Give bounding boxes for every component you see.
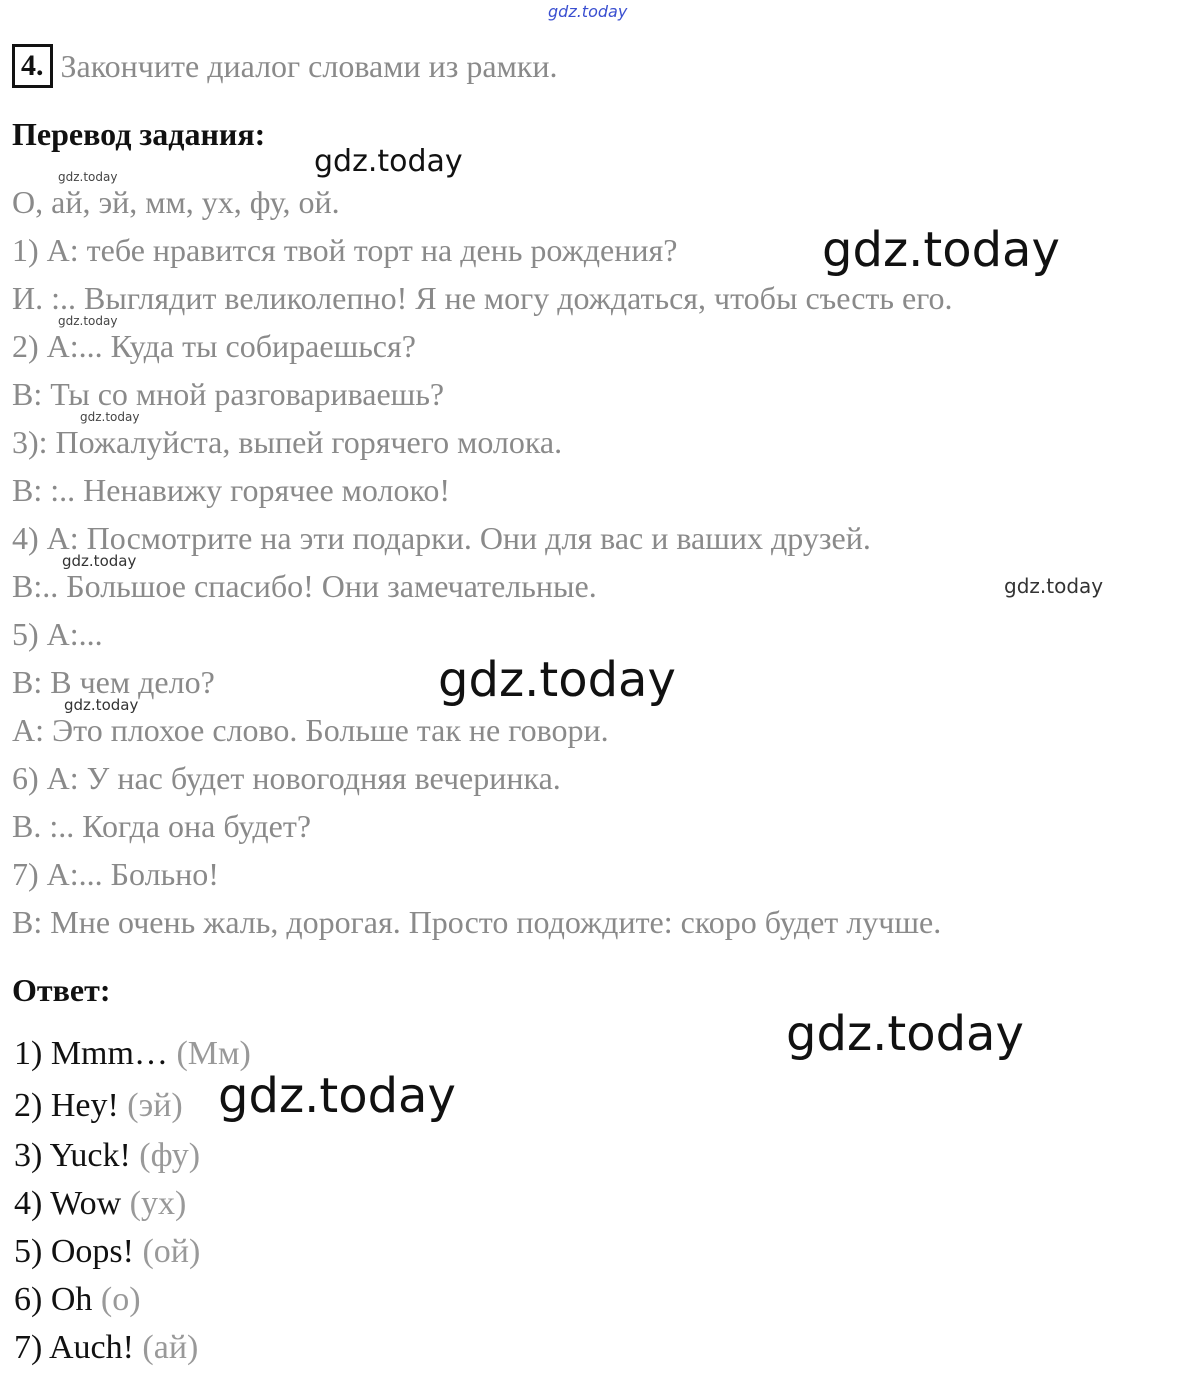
watermark: gdz.today [438, 652, 676, 708]
answer-num: 3) [14, 1137, 43, 1174]
answer-item [14, 1232, 200, 1272]
translation-line: 4) А: Посмотрите на эти подарки. Они для вас и ваших друзей. [12, 520, 871, 556]
translation-line: В:.. Большое спасибо! Они замечательные. [12, 568, 597, 604]
translation-line: 5) А:... [12, 616, 103, 652]
answer-item [14, 1086, 183, 1126]
answer-translation: (ай) [142, 1329, 199, 1366]
answer-num: 6) [14, 1281, 43, 1318]
translation-line: 2) А:... Куда ты собираешься? [12, 328, 416, 364]
watermark: gdz.today [58, 170, 118, 184]
answer-word: Mmm… [50, 1035, 168, 1072]
answer-num: 7) [14, 1329, 43, 1366]
answer-num: 5) [14, 1233, 43, 1270]
answer-translation: (ой) [142, 1233, 201, 1270]
translation-line: 6) А: У нас будет новогодняя вечеринка. [12, 760, 561, 796]
watermark: gdz.today [218, 1068, 456, 1124]
answer-item [14, 1328, 198, 1368]
answer-translation: (ух) [129, 1185, 187, 1222]
answer-translation: (Мм) [176, 1035, 251, 1072]
translation-line: 1) А: тебе нравится твой торт на день рождения? [12, 232, 678, 268]
answer-translation: (фу) [139, 1137, 201, 1174]
answer-word: Oops! [50, 1233, 134, 1270]
watermark: gdz.today [62, 552, 137, 570]
answer-heading: Ответ: [12, 972, 111, 1008]
answer-item [14, 1280, 141, 1320]
translation-line: В: Ты со мной разговариваешь? [12, 376, 445, 412]
translation-line: В: Мне очень жаль, дорогая. Просто подождите: скоро будет лучше. [12, 904, 942, 940]
answer-word: Oh [50, 1281, 93, 1318]
translation-heading: Перевод задания: [12, 116, 266, 152]
translation-line: В: В чем дело? [12, 664, 215, 700]
watermark: gdz.today [80, 410, 140, 424]
answer-translation: (о) [100, 1281, 141, 1318]
translation-line: О, ай, эй, мм, ух, фу, ой. [12, 184, 340, 220]
answer-word: Yuck! [49, 1137, 131, 1174]
translation-line: А: Это плохое слово. Больше так не говори. [12, 712, 609, 748]
task-title: Закончите диалог словами из рамки. [60, 48, 558, 84]
answer-num: 4) [14, 1185, 43, 1222]
watermark: gdz.today [1004, 574, 1104, 598]
answer-num: 1) [14, 1035, 43, 1072]
answer-word: Wow [50, 1185, 122, 1222]
answer-item [14, 1136, 200, 1176]
answer-translation: (эй) [127, 1087, 183, 1124]
answer-word: Auch! [48, 1329, 134, 1366]
watermark: gdz.today [58, 314, 118, 328]
translation-line: 3): Пожалуйста, выпей горячего молока. [12, 424, 563, 460]
translation-line: 7) А:... Больно! [12, 856, 219, 892]
watermark: gdz.today [64, 696, 139, 714]
answer-word: Hey! [50, 1087, 119, 1124]
translation-line: В. :.. Когда она будет? [12, 808, 312, 844]
translation-line: В: :.. Ненавижу горячее молоко! [12, 472, 451, 508]
watermark: gdz.today [822, 222, 1060, 278]
watermark: gdz.today [314, 144, 463, 179]
watermark: gdz.today [786, 1006, 1024, 1062]
answer-item [14, 1034, 251, 1074]
task-number: 4. [12, 44, 53, 88]
watermark-top: gdz.today [548, 2, 628, 21]
answer-num: 2) [14, 1087, 43, 1124]
task-header [12, 44, 558, 88]
translation-line: И. :.. Выглядит великолепно! Я не могу дождаться, чтобы съесть его. [12, 280, 953, 316]
answer-item [14, 1184, 186, 1224]
